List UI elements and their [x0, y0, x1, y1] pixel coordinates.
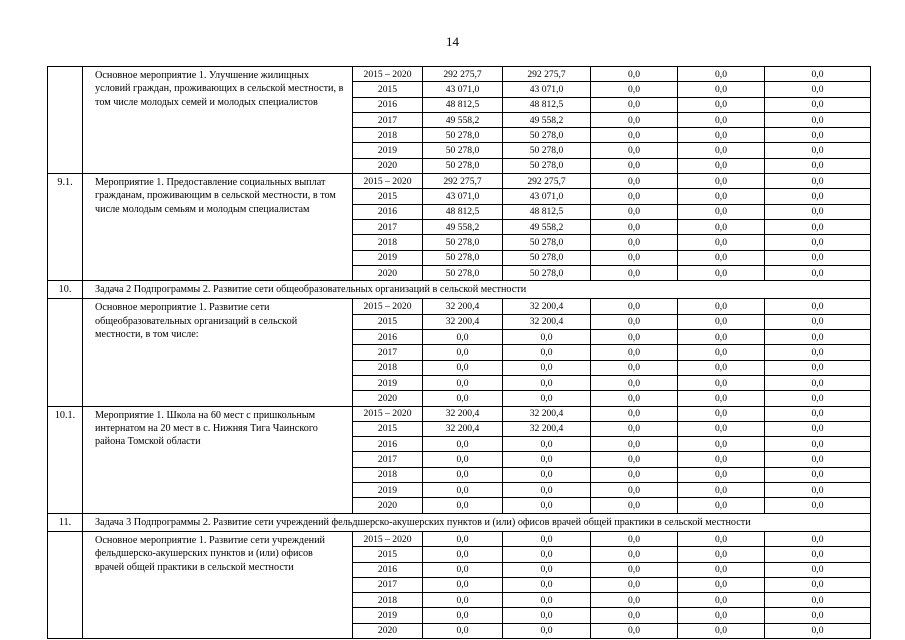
amount-cell: 32 200,4 [503, 421, 591, 436]
amount-cell: 43 071,0 [423, 82, 503, 97]
period-cell: 2020 [353, 158, 423, 173]
period-cell: 2015 [353, 421, 423, 436]
amount-cell: 50 278,0 [423, 128, 503, 143]
amount-cell: 0,0 [503, 437, 591, 452]
amount-cell: 50 278,0 [503, 250, 591, 265]
amount-cell: 0,0 [678, 562, 765, 577]
amount-cell: 0,0 [591, 82, 678, 97]
task-row [48, 281, 871, 299]
period-cell: 2017 [353, 219, 423, 234]
amount-cell: 50 278,0 [503, 158, 591, 173]
item-number: 11. [48, 513, 83, 531]
amount-cell: 0,0 [765, 623, 871, 638]
amount-cell: 49 558,2 [423, 219, 503, 234]
amount-cell: 0,0 [678, 406, 765, 421]
amount-cell: 0,0 [591, 265, 678, 280]
period-cell: 2015 – 2020 [353, 174, 423, 189]
amount-cell: 0,0 [678, 299, 765, 314]
amount-cell: 0,0 [678, 577, 765, 592]
amount-cell: 0,0 [678, 265, 765, 280]
amount-cell: 0,0 [765, 360, 871, 375]
amount-cell: 0,0 [765, 174, 871, 189]
amount-cell: 50 278,0 [423, 143, 503, 158]
amount-cell: 0,0 [765, 189, 871, 204]
amount-cell: 0,0 [503, 467, 591, 482]
period-cell: 2016 [353, 97, 423, 112]
amount-cell: 49 558,2 [423, 112, 503, 127]
table-row [48, 406, 871, 421]
item-description: Основное мероприятие 1. Развитие сети общеобразовательных организаций в сельской местности, в том числе: [83, 299, 353, 406]
amount-cell: 48 812,5 [423, 204, 503, 219]
amount-cell: 32 200,4 [503, 314, 591, 329]
period-cell: 2019 [353, 608, 423, 623]
amount-cell: 0,0 [503, 547, 591, 562]
amount-cell: 0,0 [423, 483, 503, 498]
period-cell: 2017 [353, 345, 423, 360]
amount-cell: 0,0 [591, 360, 678, 375]
amount-cell: 49 558,2 [503, 112, 591, 127]
amount-cell: 0,0 [591, 391, 678, 406]
amount-cell: 0,0 [591, 204, 678, 219]
amount-cell: 0,0 [591, 437, 678, 452]
amount-cell: 0,0 [765, 112, 871, 127]
table-row [48, 67, 871, 82]
amount-cell: 0,0 [678, 437, 765, 452]
amount-cell: 32 200,4 [503, 299, 591, 314]
amount-cell: 0,0 [591, 562, 678, 577]
amount-cell: 49 558,2 [503, 219, 591, 234]
item-number [48, 67, 83, 174]
amount-cell: 0,0 [678, 360, 765, 375]
amount-cell: 0,0 [678, 112, 765, 127]
amount-cell: 0,0 [678, 174, 765, 189]
amount-cell: 0,0 [591, 128, 678, 143]
amount-cell: 0,0 [765, 299, 871, 314]
amount-cell: 50 278,0 [423, 265, 503, 280]
item-number: 10.1. [48, 406, 83, 513]
amount-cell: 0,0 [765, 483, 871, 498]
amount-cell: 0,0 [765, 452, 871, 467]
task-row [48, 513, 871, 531]
amount-cell: 0,0 [765, 235, 871, 250]
amount-cell: 0,0 [678, 608, 765, 623]
amount-cell: 0,0 [765, 314, 871, 329]
amount-cell: 0,0 [678, 97, 765, 112]
amount-cell: 0,0 [591, 97, 678, 112]
amount-cell: 0,0 [591, 189, 678, 204]
amount-cell: 0,0 [591, 174, 678, 189]
amount-cell: 0,0 [678, 421, 765, 436]
amount-cell: 0,0 [678, 82, 765, 97]
amount-cell: 0,0 [423, 498, 503, 513]
amount-cell: 0,0 [591, 483, 678, 498]
amount-cell: 0,0 [765, 250, 871, 265]
item-description: Основное мероприятие 1. Развитие сети учреждений фельдшерско-акушерских пунктов и (или) офисов врачей общей практики в сельской местности [83, 531, 353, 638]
page-number: 14 [446, 34, 459, 49]
amount-cell: 0,0 [591, 421, 678, 436]
table-row [48, 299, 871, 314]
amount-cell: 0,0 [423, 623, 503, 638]
amount-cell: 0,0 [503, 623, 591, 638]
amount-cell: 292 275,7 [423, 67, 503, 82]
period-cell: 2020 [353, 498, 423, 513]
amount-cell: 0,0 [678, 375, 765, 390]
period-cell: 2015 – 2020 [353, 67, 423, 82]
amount-cell: 48 812,5 [423, 97, 503, 112]
amount-cell: 50 278,0 [423, 235, 503, 250]
amount-cell: 0,0 [765, 265, 871, 280]
period-cell: 2016 [353, 204, 423, 219]
amount-cell: 0,0 [503, 330, 591, 345]
amount-cell: 50 278,0 [423, 250, 503, 265]
amount-cell: 0,0 [591, 577, 678, 592]
amount-cell: 43 071,0 [503, 189, 591, 204]
amount-cell: 0,0 [591, 467, 678, 482]
amount-cell: 0,0 [678, 483, 765, 498]
period-cell: 2015 – 2020 [353, 299, 423, 314]
amount-cell: 43 071,0 [503, 82, 591, 97]
table-body [48, 67, 871, 639]
amount-cell: 0,0 [765, 330, 871, 345]
amount-cell: 0,0 [591, 452, 678, 467]
period-cell: 2015 – 2020 [353, 531, 423, 546]
amount-cell: 0,0 [678, 235, 765, 250]
amount-cell: 0,0 [678, 391, 765, 406]
amount-cell: 0,0 [591, 67, 678, 82]
amount-cell: 48 812,5 [503, 204, 591, 219]
period-cell: 2016 [353, 437, 423, 452]
amount-cell: 0,0 [591, 158, 678, 173]
amount-cell: 0,0 [765, 437, 871, 452]
amount-cell: 0,0 [765, 531, 871, 546]
amount-cell: 0,0 [591, 219, 678, 234]
period-cell: 2018 [353, 467, 423, 482]
amount-cell: 0,0 [591, 531, 678, 546]
period-cell: 2018 [353, 360, 423, 375]
amount-cell: 0,0 [423, 608, 503, 623]
amount-cell: 0,0 [503, 608, 591, 623]
item-number: 9.1. [48, 174, 83, 281]
amount-cell: 0,0 [503, 360, 591, 375]
period-cell: 2018 [353, 235, 423, 250]
item-number [48, 531, 83, 638]
period-cell: 2017 [353, 112, 423, 127]
period-cell: 2020 [353, 391, 423, 406]
amount-cell: 0,0 [678, 330, 765, 345]
task-title: Задача 2 Подпрограммы 2. Развитие сети общеобразовательных организаций в сельской местности [83, 281, 871, 299]
amount-cell: 0,0 [765, 467, 871, 482]
item-number: 10. [48, 281, 83, 299]
amount-cell: 0,0 [678, 128, 765, 143]
period-cell: 2016 [353, 330, 423, 345]
amount-cell: 0,0 [423, 330, 503, 345]
amount-cell: 0,0 [765, 547, 871, 562]
amount-cell: 0,0 [678, 547, 765, 562]
amount-cell: 0,0 [591, 375, 678, 390]
amount-cell: 0,0 [591, 608, 678, 623]
item-description: Мероприятие 1. Школа на 60 мест с пришкольным интернатом на 20 мест в с. Нижняя Тига Чаинского района Томской области [83, 406, 353, 513]
amount-cell: 0,0 [678, 143, 765, 158]
amount-cell: 0,0 [765, 608, 871, 623]
amount-cell: 32 200,4 [423, 299, 503, 314]
amount-cell: 0,0 [503, 375, 591, 390]
amount-cell: 0,0 [423, 345, 503, 360]
period-cell: 2019 [353, 250, 423, 265]
period-cell: 2020 [353, 623, 423, 638]
amount-cell: 0,0 [765, 345, 871, 360]
amount-cell: 0,0 [591, 406, 678, 421]
amount-cell: 50 278,0 [503, 143, 591, 158]
amount-cell: 0,0 [591, 330, 678, 345]
amount-cell: 0,0 [765, 158, 871, 173]
task-title: Задача 3 Подпрограммы 2. Развитие сети учреждений фельдшерско-акушерских пунктов и (или) офисов врачей общей практики в сельской местности [83, 513, 871, 531]
amount-cell: 0,0 [765, 143, 871, 158]
amount-cell: 0,0 [765, 593, 871, 608]
amount-cell: 0,0 [591, 547, 678, 562]
period-cell: 2015 [353, 82, 423, 97]
item-number [48, 299, 83, 406]
period-cell: 2016 [353, 562, 423, 577]
amount-cell: 0,0 [678, 452, 765, 467]
amount-cell: 0,0 [503, 345, 591, 360]
amount-cell: 0,0 [765, 82, 871, 97]
amount-cell: 50 278,0 [503, 235, 591, 250]
amount-cell: 0,0 [765, 67, 871, 82]
amount-cell: 0,0 [423, 437, 503, 452]
amount-cell: 0,0 [591, 498, 678, 513]
period-cell: 2015 [353, 189, 423, 204]
amount-cell: 0,0 [678, 250, 765, 265]
period-cell: 2017 [353, 577, 423, 592]
amount-cell: 0,0 [503, 498, 591, 513]
period-cell: 2020 [353, 265, 423, 280]
amount-cell: 292 275,7 [503, 67, 591, 82]
amount-cell: 50 278,0 [423, 158, 503, 173]
amount-cell: 0,0 [678, 531, 765, 546]
amount-cell: 0,0 [678, 345, 765, 360]
amount-cell: 43 071,0 [423, 189, 503, 204]
amount-cell: 0,0 [591, 345, 678, 360]
amount-cell: 0,0 [423, 577, 503, 592]
amount-cell: 0,0 [765, 391, 871, 406]
amount-cell: 0,0 [765, 406, 871, 421]
amount-cell: 0,0 [591, 623, 678, 638]
amount-cell: 292 275,7 [423, 174, 503, 189]
amount-cell: 0,0 [765, 498, 871, 513]
period-cell: 2017 [353, 452, 423, 467]
amount-cell: 0,0 [678, 498, 765, 513]
amount-cell: 0,0 [678, 158, 765, 173]
amount-cell: 0,0 [591, 112, 678, 127]
amount-cell: 0,0 [423, 452, 503, 467]
amount-cell: 0,0 [503, 562, 591, 577]
amount-cell: 0,0 [678, 314, 765, 329]
period-cell: 2019 [353, 375, 423, 390]
period-cell: 2019 [353, 483, 423, 498]
amount-cell: 0,0 [765, 97, 871, 112]
amount-cell: 0,0 [503, 483, 591, 498]
amount-cell: 0,0 [678, 467, 765, 482]
amount-cell: 0,0 [423, 562, 503, 577]
amount-cell: 0,0 [765, 577, 871, 592]
amount-cell: 0,0 [765, 204, 871, 219]
amount-cell: 0,0 [591, 143, 678, 158]
table-row [48, 174, 871, 189]
table-row [48, 531, 871, 546]
amount-cell: 0,0 [503, 391, 591, 406]
amount-cell: 0,0 [423, 593, 503, 608]
amount-cell: 32 200,4 [423, 406, 503, 421]
amount-cell: 0,0 [678, 189, 765, 204]
budget-table [47, 66, 871, 639]
amount-cell: 0,0 [503, 531, 591, 546]
amount-cell: 0,0 [678, 67, 765, 82]
amount-cell: 32 200,4 [503, 406, 591, 421]
amount-cell: 0,0 [503, 593, 591, 608]
amount-cell: 0,0 [423, 547, 503, 562]
period-cell: 2019 [353, 143, 423, 158]
amount-cell: 0,0 [765, 421, 871, 436]
amount-cell: 0,0 [423, 391, 503, 406]
amount-cell: 0,0 [765, 562, 871, 577]
period-cell: 2015 [353, 314, 423, 329]
amount-cell: 0,0 [678, 204, 765, 219]
amount-cell: 0,0 [423, 467, 503, 482]
amount-cell: 0,0 [591, 299, 678, 314]
amount-cell: 0,0 [591, 250, 678, 265]
amount-cell: 0,0 [591, 593, 678, 608]
period-cell: 2015 [353, 547, 423, 562]
amount-cell: 0,0 [591, 314, 678, 329]
item-description: Мероприятие 1. Предоставление социальных выплат гражданам, проживающим в сельской местности, в том числе молодым семьям и молодым специалистам [83, 174, 353, 281]
amount-cell: 0,0 [423, 375, 503, 390]
amount-cell: 0,0 [503, 452, 591, 467]
amount-cell: 0,0 [765, 375, 871, 390]
amount-cell: 0,0 [765, 128, 871, 143]
amount-cell: 32 200,4 [423, 421, 503, 436]
amount-cell: 292 275,7 [503, 174, 591, 189]
amount-cell: 0,0 [765, 219, 871, 234]
amount-cell: 0,0 [678, 219, 765, 234]
period-cell: 2018 [353, 593, 423, 608]
amount-cell: 0,0 [423, 531, 503, 546]
amount-cell: 50 278,0 [503, 265, 591, 280]
amount-cell: 48 812,5 [503, 97, 591, 112]
amount-cell: 0,0 [678, 623, 765, 638]
amount-cell: 0,0 [678, 593, 765, 608]
amount-cell: 0,0 [503, 577, 591, 592]
period-cell: 2018 [353, 128, 423, 143]
amount-cell: 50 278,0 [503, 128, 591, 143]
period-cell: 2015 – 2020 [353, 406, 423, 421]
item-description: Основное мероприятие 1. Улучшение жилищных условий граждан, проживающих в сельской местности, в том числе молодых семей и молодых специалистов [83, 67, 353, 174]
amount-cell: 0,0 [423, 360, 503, 375]
amount-cell: 32 200,4 [423, 314, 503, 329]
amount-cell: 0,0 [591, 235, 678, 250]
